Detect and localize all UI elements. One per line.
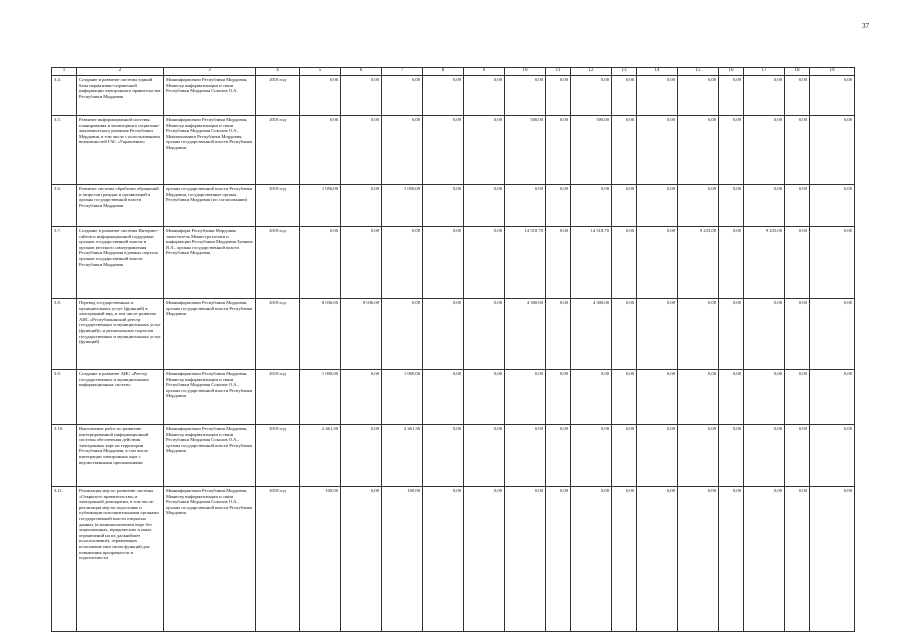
amount-cell: 0,00 bbox=[678, 299, 719, 370]
amount-cell: 0,00 bbox=[785, 227, 810, 299]
implementation-period-cell: 2018 год bbox=[256, 425, 300, 487]
implementation-period-cell: 2018 год bbox=[256, 76, 300, 116]
amount-cell: 0,00 bbox=[719, 425, 744, 487]
column-number-cell: 11 bbox=[546, 68, 571, 76]
amount-cell: 500,00 bbox=[571, 116, 612, 185]
amount-cell: 0,00 bbox=[546, 425, 571, 487]
amount-cell: 0,00 bbox=[423, 76, 464, 116]
amount-cell: 0,00 bbox=[505, 76, 546, 116]
column-number-cell: 6 bbox=[341, 68, 382, 76]
amount-cell: 0,00 bbox=[810, 487, 855, 632]
amount-cell: 8 036,00 bbox=[341, 299, 382, 370]
activity-name-cell: Развитие информационной системы планирования и мониторинга социально-экономического развития Республики Мордовия, в том числе с использованием возможностей ГАС «Управление» bbox=[77, 116, 164, 185]
amount-cell: 1 050,00 bbox=[300, 185, 341, 227]
amount-cell: 0,00 bbox=[423, 299, 464, 370]
amount-cell: 0,00 bbox=[464, 116, 505, 185]
amount-cell: 0,00 bbox=[719, 370, 744, 425]
amount-cell: 100,00 bbox=[382, 487, 423, 632]
responsible-executor-cell: Мининформсвязи Республики Мордовия, Министр информатизации и связи Республики Мордовия Соколов О.А. bbox=[164, 76, 256, 116]
amount-cell: 0,00 bbox=[637, 487, 678, 632]
amount-cell: 0,00 bbox=[505, 185, 546, 227]
column-number-cell: 8 bbox=[423, 68, 464, 76]
amount-cell: 0,00 bbox=[810, 76, 855, 116]
amount-cell: 0,00 bbox=[464, 370, 505, 425]
implementation-period-cell: 2018 год bbox=[256, 299, 300, 370]
responsible-executor-cell: Мининформсвязи Республики Мордовия, Министр информатизации и связи Республики Мордовия Соколов О.А., Минэкономики Республики Мордовия, органы государственной власти Республики Мордовия bbox=[164, 116, 256, 185]
amount-cell: 0,00 bbox=[744, 76, 785, 116]
implementation-period-cell: 2018 год bbox=[256, 487, 300, 632]
amount-cell: 0,00 bbox=[464, 76, 505, 116]
amount-cell: 9 235,00 bbox=[678, 227, 719, 299]
amount-cell: 0,00 bbox=[719, 227, 744, 299]
amount-cell: 0,00 bbox=[300, 227, 341, 299]
responsible-executor-cell: Мининформсвязи Республики Мордовия, органы государственной власти Республики Мордовия bbox=[164, 299, 256, 370]
amount-cell: 0,00 bbox=[637, 370, 678, 425]
item-number-cell: 3.7. bbox=[52, 227, 77, 299]
amount-cell: 0,00 bbox=[300, 76, 341, 116]
amount-cell: 0,00 bbox=[785, 370, 810, 425]
amount-cell: 0,00 bbox=[678, 185, 719, 227]
amount-cell: 0,00 bbox=[810, 299, 855, 370]
amount-cell: 1 000,00 bbox=[300, 370, 341, 425]
amount-cell: 0,00 bbox=[744, 425, 785, 487]
amount-cell: 0,00 bbox=[785, 185, 810, 227]
column-number-cell: 13 bbox=[612, 68, 637, 76]
amount-cell: 0,00 bbox=[546, 76, 571, 116]
amount-cell: 0,00 bbox=[612, 299, 637, 370]
item-number-cell: 3.5. bbox=[52, 116, 77, 185]
amount-cell: 0,00 bbox=[637, 185, 678, 227]
amount-cell: 0,00 bbox=[744, 185, 785, 227]
amount-cell: 0,00 bbox=[423, 425, 464, 487]
table-row bbox=[52, 227, 855, 299]
column-number-cell: 1 bbox=[52, 68, 77, 76]
amount-cell: 0,00 bbox=[785, 116, 810, 185]
amount-cell: 4 300,00 bbox=[571, 299, 612, 370]
column-number-cell: 4 bbox=[256, 68, 300, 76]
column-number-cell: 17 bbox=[744, 68, 785, 76]
amount-cell: 0,00 bbox=[546, 370, 571, 425]
responsible-executor-cell: Мининформсвязи Республики Мордовия, Министр информатизации и связи Республики Мордовия Соколов О.А., органы государственной власти Республики Мордовия bbox=[164, 425, 256, 487]
amount-cell: 0,00 bbox=[612, 370, 637, 425]
amount-cell: 0,00 bbox=[785, 76, 810, 116]
amount-cell: 0,00 bbox=[571, 487, 612, 632]
amount-cell: 0,00 bbox=[744, 116, 785, 185]
amount-cell: 0,00 bbox=[678, 425, 719, 487]
amount-cell: 0,00 bbox=[423, 227, 464, 299]
amount-cell: 0,00 bbox=[464, 185, 505, 227]
amount-cell: 0,00 bbox=[382, 227, 423, 299]
amount-cell: 0,00 bbox=[546, 487, 571, 632]
amount-cell: 0,00 bbox=[785, 425, 810, 487]
amount-cell: 0,00 bbox=[464, 425, 505, 487]
column-number-cell: 12 bbox=[571, 68, 612, 76]
item-number-cell: 3.10. bbox=[52, 425, 77, 487]
column-number-cell: 7 bbox=[382, 68, 423, 76]
amount-cell: 0,00 bbox=[637, 116, 678, 185]
column-number-cell: 16 bbox=[719, 68, 744, 76]
column-number-cell: 9 bbox=[464, 68, 505, 76]
amount-cell: 0,00 bbox=[341, 425, 382, 487]
amount-cell: 500,00 bbox=[505, 116, 546, 185]
amount-cell: 0,00 bbox=[341, 116, 382, 185]
activity-name-cell: Развитие системы обработки обращений и запросов граждан и организаций в органы государственной власти Республики Мордовия bbox=[77, 185, 164, 227]
activity-name-cell: Перевод государственных и муниципальных услуг (функций) в электронный вид, в том числе развитие АИС «Республиканский реестр государственных и муниципальных услуг (функций)» и региональных порталов государственных и муниципальных услуг (функций) bbox=[77, 299, 164, 370]
item-number-cell: 3.11. bbox=[52, 487, 77, 632]
table-row bbox=[52, 487, 855, 632]
amount-cell: 0,00 bbox=[810, 370, 855, 425]
amount-cell: 0,00 bbox=[546, 116, 571, 185]
amount-cell: 0,00 bbox=[382, 76, 423, 116]
amount-cell: 4 300,00 bbox=[505, 299, 546, 370]
amount-cell: 0,00 bbox=[810, 116, 855, 185]
page-number: 37 bbox=[862, 22, 869, 30]
amount-cell: 8 036,00 bbox=[300, 299, 341, 370]
amount-cell: 0,00 bbox=[341, 487, 382, 632]
amount-cell: 0,00 bbox=[678, 76, 719, 116]
amount-cell: 0,00 bbox=[719, 76, 744, 116]
item-number-cell: 3.8. bbox=[52, 299, 77, 370]
amount-cell: 14 518,70 bbox=[505, 227, 546, 299]
amount-cell: 0,00 bbox=[341, 185, 382, 227]
column-number-header-row bbox=[52, 68, 855, 76]
amount-cell: 0,00 bbox=[423, 370, 464, 425]
amount-cell: 0,00 bbox=[744, 299, 785, 370]
amount-cell: 0,00 bbox=[341, 370, 382, 425]
amount-cell: 0,00 bbox=[464, 227, 505, 299]
amount-cell: 0,00 bbox=[637, 76, 678, 116]
activity-name-cell: Реализация мер по развитию системы «Открытого правительства» в электронной демократии, в том числе: реализация мер по подготовке и публикации исполнительными органами государственной власти открытых данных (в машиночитаемом виде без лицензионных, юридических и иных ограничений на их дальнейшее использование), отражающих исполнение ими своих функций для повышения прозрачности и подотчетности bbox=[77, 487, 164, 632]
column-number-cell: 15 bbox=[678, 68, 719, 76]
implementation-period-cell: 2018 год bbox=[256, 227, 300, 299]
column-number-cell: 18 bbox=[785, 68, 810, 76]
amount-cell: 0,00 bbox=[464, 487, 505, 632]
amount-cell: 9 235,00 bbox=[744, 227, 785, 299]
implementation-period-cell: 2018 год bbox=[256, 185, 300, 227]
amount-cell: 0,00 bbox=[744, 370, 785, 425]
amount-cell: 14 518,70 bbox=[571, 227, 612, 299]
amount-cell: 0,00 bbox=[810, 227, 855, 299]
table-body bbox=[52, 68, 855, 632]
table-row bbox=[52, 370, 855, 425]
item-number-cell: 3.9. bbox=[52, 370, 77, 425]
amount-cell: 0,00 bbox=[678, 370, 719, 425]
amount-cell: 0,00 bbox=[612, 116, 637, 185]
amount-cell: 0,00 bbox=[382, 116, 423, 185]
column-number-cell: 2 bbox=[77, 68, 164, 76]
responsible-executor-cell: органы государственной власти Республики Мордовия, государственные органы Республики Мордовия (по согласованию) bbox=[164, 185, 256, 227]
amount-cell: 0,00 bbox=[719, 487, 744, 632]
amount-cell: 0,00 bbox=[546, 227, 571, 299]
column-number-cell: 5 bbox=[300, 68, 341, 76]
amount-cell: 0,00 bbox=[571, 185, 612, 227]
amount-cell: 0,00 bbox=[678, 116, 719, 185]
amount-cell: 2 461,30 bbox=[382, 425, 423, 487]
amount-cell: 0,00 bbox=[637, 425, 678, 487]
activity-name-cell: Выполнение работ по развитию интегрированной информационной системы обеспечения действия электронных карт на территории Республики Мордовия, в том числе интеграции электронных карт с ведомственными приложениями bbox=[77, 425, 164, 487]
amount-cell: 0,00 bbox=[785, 299, 810, 370]
amount-cell: 0,00 bbox=[612, 76, 637, 116]
activity-name-cell: Создание и развитие системы Интернет-сайтов и информационной поддержки органов государственной власти и органов местного самоуправления Республики Мордовия в рамках портала органов государственной власти Республики Мордовия bbox=[77, 227, 164, 299]
amount-cell: 0,00 bbox=[810, 425, 855, 487]
amount-cell: 0,00 bbox=[571, 76, 612, 116]
amount-cell: 0,00 bbox=[505, 370, 546, 425]
column-number-cell: 19 bbox=[810, 68, 855, 76]
amount-cell: 0,00 bbox=[637, 299, 678, 370]
column-number-cell: 10 bbox=[505, 68, 546, 76]
amount-cell: 0,00 bbox=[423, 487, 464, 632]
activity-name-cell: Создание и развитие системы единой базы нормативно-справочной информации электронного правительства Республики Мордовия bbox=[77, 76, 164, 116]
amount-cell: 0,00 bbox=[612, 425, 637, 487]
amount-cell: 1 050,00 bbox=[382, 185, 423, 227]
amount-cell: 0,00 bbox=[785, 487, 810, 632]
program-activities-table bbox=[51, 67, 855, 632]
amount-cell: 0,00 bbox=[612, 487, 637, 632]
item-number-cell: 3.4. bbox=[52, 76, 77, 116]
amount-cell: 0,00 bbox=[505, 425, 546, 487]
activity-name-cell: Создание и развитие АИС «Реестр государственных и муниципальных информационных систем» bbox=[77, 370, 164, 425]
implementation-period-cell: 2018 год bbox=[256, 370, 300, 425]
amount-cell: 1 000,00 bbox=[382, 370, 423, 425]
amount-cell: 0,00 bbox=[341, 227, 382, 299]
amount-cell: 0,00 bbox=[571, 425, 612, 487]
amount-cell: 0,00 bbox=[637, 227, 678, 299]
implementation-period-cell: 2018 год bbox=[256, 116, 300, 185]
amount-cell: 0,00 bbox=[719, 116, 744, 185]
table-row bbox=[52, 425, 855, 487]
amount-cell: 0,00 bbox=[300, 116, 341, 185]
amount-cell: 0,00 bbox=[719, 185, 744, 227]
table-row bbox=[52, 116, 855, 185]
amount-cell: 0,00 bbox=[341, 76, 382, 116]
responsible-executor-cell: Мининформсвязи Республики Мордовия, Министр информатизации и связи Республики Мордовия Соколов О.А., органы государственной власти Республики Мордовия bbox=[164, 370, 256, 425]
table-row bbox=[52, 299, 855, 370]
responsible-executor-cell: Мининформ Республики Мордовия, заместитель Министра печати и информации Республики Мордовия Зуенков В.А., органы государственной власти Республики Мордовия bbox=[164, 227, 256, 299]
amount-cell: 0,00 bbox=[744, 487, 785, 632]
column-number-cell: 14 bbox=[637, 68, 678, 76]
responsible-executor-cell: Мининформсвязи Республики Мордовия, Министр информатизации и связи Республики Мордовия Соколов О.А., органы государственной власти Республики Мордовия bbox=[164, 487, 256, 632]
table-row bbox=[52, 185, 855, 227]
amount-cell: 0,00 bbox=[546, 185, 571, 227]
amount-cell: 0,00 bbox=[423, 185, 464, 227]
column-number-cell: 3 bbox=[164, 68, 256, 76]
amount-cell: 0,00 bbox=[612, 185, 637, 227]
amount-cell: 0,00 bbox=[464, 299, 505, 370]
table-row bbox=[52, 76, 855, 116]
amount-cell: 0,00 bbox=[382, 299, 423, 370]
amount-cell: 0,00 bbox=[678, 487, 719, 632]
amount-cell: 0,00 bbox=[423, 116, 464, 185]
amount-cell: 0,00 bbox=[719, 299, 744, 370]
amount-cell: 0,00 bbox=[546, 299, 571, 370]
amount-cell: 0,00 bbox=[571, 370, 612, 425]
item-number-cell: 3.6. bbox=[52, 185, 77, 227]
amount-cell: 100,00 bbox=[300, 487, 341, 632]
amount-cell: 2 461,30 bbox=[300, 425, 341, 487]
amount-cell: 0,00 bbox=[810, 185, 855, 227]
amount-cell: 0,00 bbox=[505, 487, 546, 632]
amount-cell: 0,00 bbox=[612, 227, 637, 299]
